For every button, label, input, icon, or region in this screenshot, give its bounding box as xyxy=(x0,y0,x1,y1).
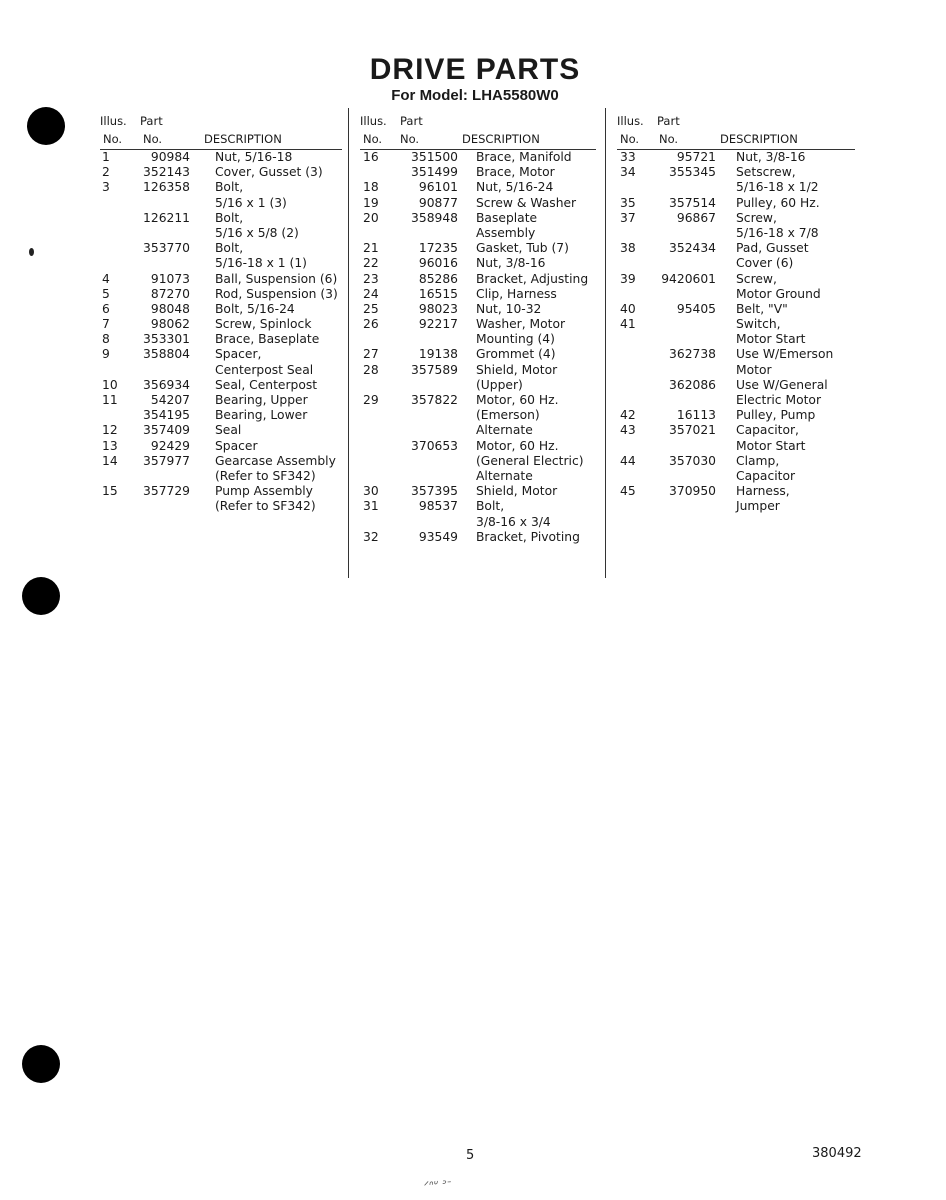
part-description: Screw & Washer xyxy=(476,195,577,210)
table-row xyxy=(617,211,857,226)
table-row xyxy=(100,484,345,499)
part-description: Nut, 3/8-16 xyxy=(476,256,546,271)
table-row xyxy=(100,454,345,469)
part-number: 16113 xyxy=(676,408,716,423)
part-number: 357021 xyxy=(669,423,716,438)
part-description: Bearing, Lower xyxy=(215,408,308,423)
part-number: 358804 xyxy=(143,347,190,362)
table-row xyxy=(617,165,857,180)
table-row xyxy=(100,499,345,514)
part-number: 357409 xyxy=(143,423,190,438)
table-row xyxy=(360,317,600,332)
table-row xyxy=(360,423,600,438)
table-row xyxy=(617,469,857,484)
table-row xyxy=(100,211,345,226)
part-description: Capacitor xyxy=(736,468,796,483)
part-description: Bearing, Upper xyxy=(215,393,308,407)
table-row xyxy=(360,332,600,347)
illus-number: 39 xyxy=(620,271,636,286)
table-row xyxy=(617,423,857,438)
part-description: Brace, Motor xyxy=(476,165,555,180)
table-row xyxy=(360,378,600,393)
part-description: Motor Ground xyxy=(736,286,821,301)
table-row xyxy=(360,302,600,317)
part-description: Motor, 60 Hz. xyxy=(476,438,559,453)
ink-speck xyxy=(29,248,34,256)
part-number: 357822 xyxy=(411,393,458,407)
part-number: 356934 xyxy=(143,377,190,392)
part-number: 353770 xyxy=(143,241,190,256)
illus-number: 16 xyxy=(363,150,379,164)
part-number: 352143 xyxy=(143,165,190,180)
illus-number: 9 xyxy=(102,347,110,362)
part-number: 92429 xyxy=(150,438,190,453)
part-description: Electric Motor xyxy=(736,393,822,407)
part-description: Switch, xyxy=(736,317,781,332)
part-description: Brace, Manifold xyxy=(476,150,572,164)
part-description: Motor xyxy=(736,362,772,377)
illus-number: 40 xyxy=(620,301,636,316)
part-number: 354195 xyxy=(143,408,190,423)
part-description: Bolt, xyxy=(215,241,244,256)
table-row xyxy=(360,272,600,287)
part-number: 17235 xyxy=(418,241,458,256)
part-no-label: No. xyxy=(659,132,679,146)
table-row xyxy=(100,317,345,332)
part-description: Bracket, Adjusting xyxy=(476,271,589,286)
part-description: Capacitor, xyxy=(736,423,799,438)
part-description: Spacer, xyxy=(215,347,262,362)
part-description: Setscrew, xyxy=(736,165,796,180)
part-description: Alternate xyxy=(476,423,533,438)
part-number: 357514 xyxy=(669,195,716,210)
illus-number: 6 xyxy=(102,301,110,316)
illus-number: 27 xyxy=(363,347,379,362)
table-row xyxy=(617,393,857,408)
part-description: Washer, Motor xyxy=(476,317,566,332)
table-row xyxy=(617,332,857,347)
part-description: Belt, "V" xyxy=(736,301,788,316)
table-row xyxy=(617,499,857,514)
part-number: 95721 xyxy=(676,150,716,164)
part-label: Part xyxy=(140,114,163,128)
table-row xyxy=(360,165,600,180)
table-row xyxy=(617,256,857,271)
table-row xyxy=(360,347,600,362)
illus-number: 14 xyxy=(102,453,118,468)
part-number: 370653 xyxy=(411,438,458,453)
part-description: Grommet (4) xyxy=(476,347,556,362)
illus-number: 33 xyxy=(620,150,636,164)
illus-no-label: No. xyxy=(103,132,123,146)
part-description: (General Electric) xyxy=(476,453,584,468)
part-description: Pump Assembly xyxy=(215,484,313,499)
table-row xyxy=(617,287,857,302)
illus-number: 42 xyxy=(620,408,636,423)
illus-number: 44 xyxy=(620,453,636,468)
part-number: 96101 xyxy=(418,180,458,195)
part-number: 98048 xyxy=(150,301,190,316)
part-description: Spacer xyxy=(215,438,258,453)
table-row xyxy=(100,241,345,256)
part-description: Motor, 60 Hz. xyxy=(476,393,559,407)
table-row xyxy=(100,363,345,378)
part-description: Use W/Emerson xyxy=(736,347,834,362)
part-description: Clip, Harness xyxy=(476,286,557,301)
part-label: Part xyxy=(657,114,680,128)
table-row xyxy=(617,408,857,423)
binder-hole-bottom xyxy=(22,1045,60,1083)
table-row xyxy=(360,515,600,530)
part-description: Seal xyxy=(215,423,242,438)
part-description: Bolt, xyxy=(215,180,244,195)
illus-number: 23 xyxy=(363,271,379,286)
part-description: 5/16 x 5/8 (2) xyxy=(215,225,299,240)
illus-number: 3 xyxy=(102,180,110,195)
illus-number: 19 xyxy=(363,195,379,210)
part-no-label: No. xyxy=(143,132,163,146)
illus-number: 31 xyxy=(363,499,379,514)
illus-number: 30 xyxy=(363,484,379,499)
part-description: Shield, Motor xyxy=(476,484,558,499)
table-row xyxy=(617,302,857,317)
table-row xyxy=(360,439,600,454)
table-row xyxy=(617,180,857,195)
part-number: 98023 xyxy=(418,301,458,316)
table-row xyxy=(100,287,345,302)
table-row xyxy=(617,150,857,165)
illus-number: 21 xyxy=(363,241,379,256)
page-title: DRIVE PARTS xyxy=(369,53,581,86)
part-description: Pulley, Pump xyxy=(736,408,816,423)
table-row xyxy=(360,454,600,469)
part-description: Brace, Baseplate xyxy=(215,332,320,347)
part-description: Cover, Gusset (3) xyxy=(215,165,323,180)
binder-hole-top xyxy=(27,107,65,145)
part-number: 98537 xyxy=(418,499,458,514)
table-row xyxy=(617,196,857,211)
table-row xyxy=(100,378,345,393)
table-row xyxy=(100,226,345,241)
part-description: 5/16 x 1 (3) xyxy=(215,195,287,210)
part-description: Mounting (4) xyxy=(476,332,555,347)
table-row xyxy=(100,272,345,287)
part-description: (Refer to SF342) xyxy=(215,468,316,483)
table-row xyxy=(100,302,345,317)
part-description: Ball, Suspension (6) xyxy=(215,271,338,286)
parts-column-3 xyxy=(617,112,857,515)
table-row xyxy=(617,317,857,332)
binder-hole-upper-middle xyxy=(22,577,60,615)
table-row xyxy=(100,439,345,454)
part-number: 90984 xyxy=(150,150,190,164)
part-number: 351500 xyxy=(411,150,458,164)
part-number: 357977 xyxy=(143,453,190,468)
part-no-label: No. xyxy=(400,132,420,146)
part-description: (Upper) xyxy=(476,377,523,392)
table-row xyxy=(360,150,600,165)
model-subtitle: For Model: LHA5580W0 xyxy=(391,87,559,104)
illus-number: 12 xyxy=(102,423,118,438)
part-description: Baseplate xyxy=(476,210,538,225)
table-row xyxy=(360,484,600,499)
table-row xyxy=(360,226,600,241)
illus-number: 32 xyxy=(363,529,379,544)
part-number: 362738 xyxy=(669,347,716,362)
illus-number: 28 xyxy=(363,362,379,377)
part-description: Pad, Gusset xyxy=(736,241,809,256)
illus-number: 38 xyxy=(620,241,636,256)
part-description: Motor Start xyxy=(736,438,806,453)
table-row xyxy=(617,378,857,393)
part-description: Clamp, xyxy=(736,453,780,468)
table-row xyxy=(617,439,857,454)
part-number: 87270 xyxy=(150,286,190,301)
parts-list xyxy=(360,150,600,545)
table-row xyxy=(617,272,857,287)
illus-number: 43 xyxy=(620,423,636,438)
illus-number: 24 xyxy=(363,286,379,301)
table-row xyxy=(100,408,345,423)
illus-no-label: No. xyxy=(620,132,640,146)
part-number: 91073 xyxy=(150,271,190,286)
part-number: 357395 xyxy=(411,484,458,499)
illus-number: 41 xyxy=(620,317,636,332)
column-header xyxy=(360,112,600,150)
table-row xyxy=(100,332,345,347)
illus-number: 45 xyxy=(620,484,636,499)
part-number: 362086 xyxy=(669,377,716,392)
part-description: Bolt, 5/16-24 xyxy=(215,301,295,316)
table-row xyxy=(360,499,600,514)
table-row xyxy=(100,165,345,180)
part-number: 19138 xyxy=(418,347,458,362)
table-row xyxy=(100,347,345,362)
table-row xyxy=(617,454,857,469)
part-description: Use W/General xyxy=(736,377,828,392)
part-number: 16515 xyxy=(418,286,458,301)
part-description: Nut, 10-32 xyxy=(476,301,542,316)
part-description: Pulley, 60 Hz. xyxy=(736,195,820,210)
table-row xyxy=(617,241,857,256)
part-number: 126358 xyxy=(143,180,190,195)
table-row xyxy=(617,347,857,362)
part-number: 90877 xyxy=(418,195,458,210)
part-description: Cover (6) xyxy=(736,256,794,271)
illus-number: 35 xyxy=(620,195,636,210)
illus-number: 7 xyxy=(102,317,110,332)
part-description: Alternate xyxy=(476,468,533,483)
illus-label: Illus. xyxy=(360,114,387,128)
part-description: 3/8-16 x 3/4 xyxy=(476,514,551,529)
table-row xyxy=(360,408,600,423)
illus-number: 13 xyxy=(102,438,118,453)
document-number: 380492 xyxy=(812,1146,862,1161)
illus-number: 10 xyxy=(102,377,118,392)
part-description: 5/16-18 x 1/2 xyxy=(736,180,819,195)
part-description: Motor Start xyxy=(736,332,806,347)
part-number: 351499 xyxy=(411,165,458,180)
part-number: 357729 xyxy=(143,484,190,499)
illus-number: 8 xyxy=(102,332,110,347)
part-description: Bolt, xyxy=(476,499,505,514)
part-description: (Emerson) xyxy=(476,408,540,423)
part-number: 93549 xyxy=(418,529,458,544)
illus-number: 26 xyxy=(363,317,379,332)
part-number: 357030 xyxy=(669,453,716,468)
description-label: DESCRIPTION xyxy=(462,132,540,146)
column-divider-2 xyxy=(605,108,606,578)
illus-number: 11 xyxy=(102,393,118,407)
table-row xyxy=(100,423,345,438)
table-row xyxy=(360,256,600,271)
illus-number: 29 xyxy=(363,393,379,407)
part-description: Harness, xyxy=(736,484,790,499)
part-description: Screw, Spinlock xyxy=(215,317,312,332)
column-divider-1 xyxy=(348,108,349,578)
part-description: Nut, 5/16-18 xyxy=(215,150,293,164)
part-label: Part xyxy=(400,114,423,128)
part-number: 54207 xyxy=(150,393,190,407)
table-row xyxy=(360,363,600,378)
part-number: 353301 xyxy=(143,332,190,347)
illus-number: 25 xyxy=(363,301,379,316)
table-row xyxy=(360,196,600,211)
part-number: 92217 xyxy=(418,317,458,332)
table-row xyxy=(360,241,600,256)
part-number: 355345 xyxy=(669,165,716,180)
parts-column-2 xyxy=(360,112,600,545)
illus-number: 37 xyxy=(620,210,636,225)
table-row xyxy=(360,469,600,484)
parts-list xyxy=(100,150,345,515)
part-number: 98062 xyxy=(150,317,190,332)
part-description: Nut, 5/16-24 xyxy=(476,180,554,195)
part-description: Rod, Suspension (3) xyxy=(215,286,338,301)
page-number: 5 xyxy=(466,1148,475,1163)
part-description: Screw, xyxy=(736,210,777,225)
part-number: 95405 xyxy=(676,301,716,316)
table-row xyxy=(100,150,345,165)
part-description: Nut, 3/8-16 xyxy=(736,150,806,164)
table-row xyxy=(360,180,600,195)
part-description: Assembly xyxy=(476,225,536,240)
part-number: 96016 xyxy=(418,256,458,271)
description-label: DESCRIPTION xyxy=(204,132,282,146)
part-description: (Refer to SF342) xyxy=(215,499,316,514)
part-description: Screw, xyxy=(736,271,777,286)
parts-column-1 xyxy=(100,112,345,515)
table-row xyxy=(100,180,345,195)
part-description: Centerpost Seal xyxy=(215,362,314,377)
illus-number: 4 xyxy=(102,271,110,286)
illus-number: 1 xyxy=(102,150,110,164)
part-description: Shield, Motor xyxy=(476,362,558,377)
illus-label: Illus. xyxy=(617,114,644,128)
illus-number: 18 xyxy=(363,180,379,195)
part-description: Jumper xyxy=(736,499,780,514)
table-row xyxy=(617,363,857,378)
column-header xyxy=(100,112,345,150)
part-description: 5/16-18 x 1 (1) xyxy=(215,256,307,271)
handwritten-mark: ᐟᐢᐡ ᐣᐨ xyxy=(423,1177,453,1193)
table-row xyxy=(360,530,600,545)
part-number: 126211 xyxy=(143,210,190,225)
part-number: 358948 xyxy=(411,210,458,225)
part-description: Gasket, Tub (7) xyxy=(476,241,569,256)
column-header xyxy=(617,112,857,150)
table-row xyxy=(617,226,857,241)
part-number: 357589 xyxy=(411,362,458,377)
part-description: Gearcase Assembly xyxy=(215,453,336,468)
table-row xyxy=(100,196,345,211)
illus-number: 34 xyxy=(620,165,636,180)
illus-number: 5 xyxy=(102,286,110,301)
table-row xyxy=(360,393,600,408)
illus-number: 22 xyxy=(363,256,379,271)
part-number: 9420601 xyxy=(661,271,716,286)
illus-number: 20 xyxy=(363,210,379,225)
illus-number: 15 xyxy=(102,484,118,499)
table-row xyxy=(100,393,345,408)
illus-no-label: No. xyxy=(363,132,383,146)
table-row xyxy=(100,256,345,271)
part-description: 5/16-18 x 7/8 xyxy=(736,225,819,240)
part-description: Bolt, xyxy=(215,210,244,225)
part-number: 352434 xyxy=(669,241,716,256)
part-number: 85286 xyxy=(418,271,458,286)
part-description: Bracket, Pivoting xyxy=(476,529,580,544)
illus-label: Illus. xyxy=(100,114,127,128)
table-row xyxy=(360,211,600,226)
part-number: 96867 xyxy=(676,210,716,225)
part-number: 370950 xyxy=(669,484,716,499)
table-row xyxy=(100,469,345,484)
part-description: Seal, Centerpost xyxy=(215,377,318,392)
table-row xyxy=(617,484,857,499)
table-row xyxy=(360,287,600,302)
illus-number: 2 xyxy=(102,165,110,180)
parts-list xyxy=(617,150,857,515)
description-label: DESCRIPTION xyxy=(720,132,798,146)
